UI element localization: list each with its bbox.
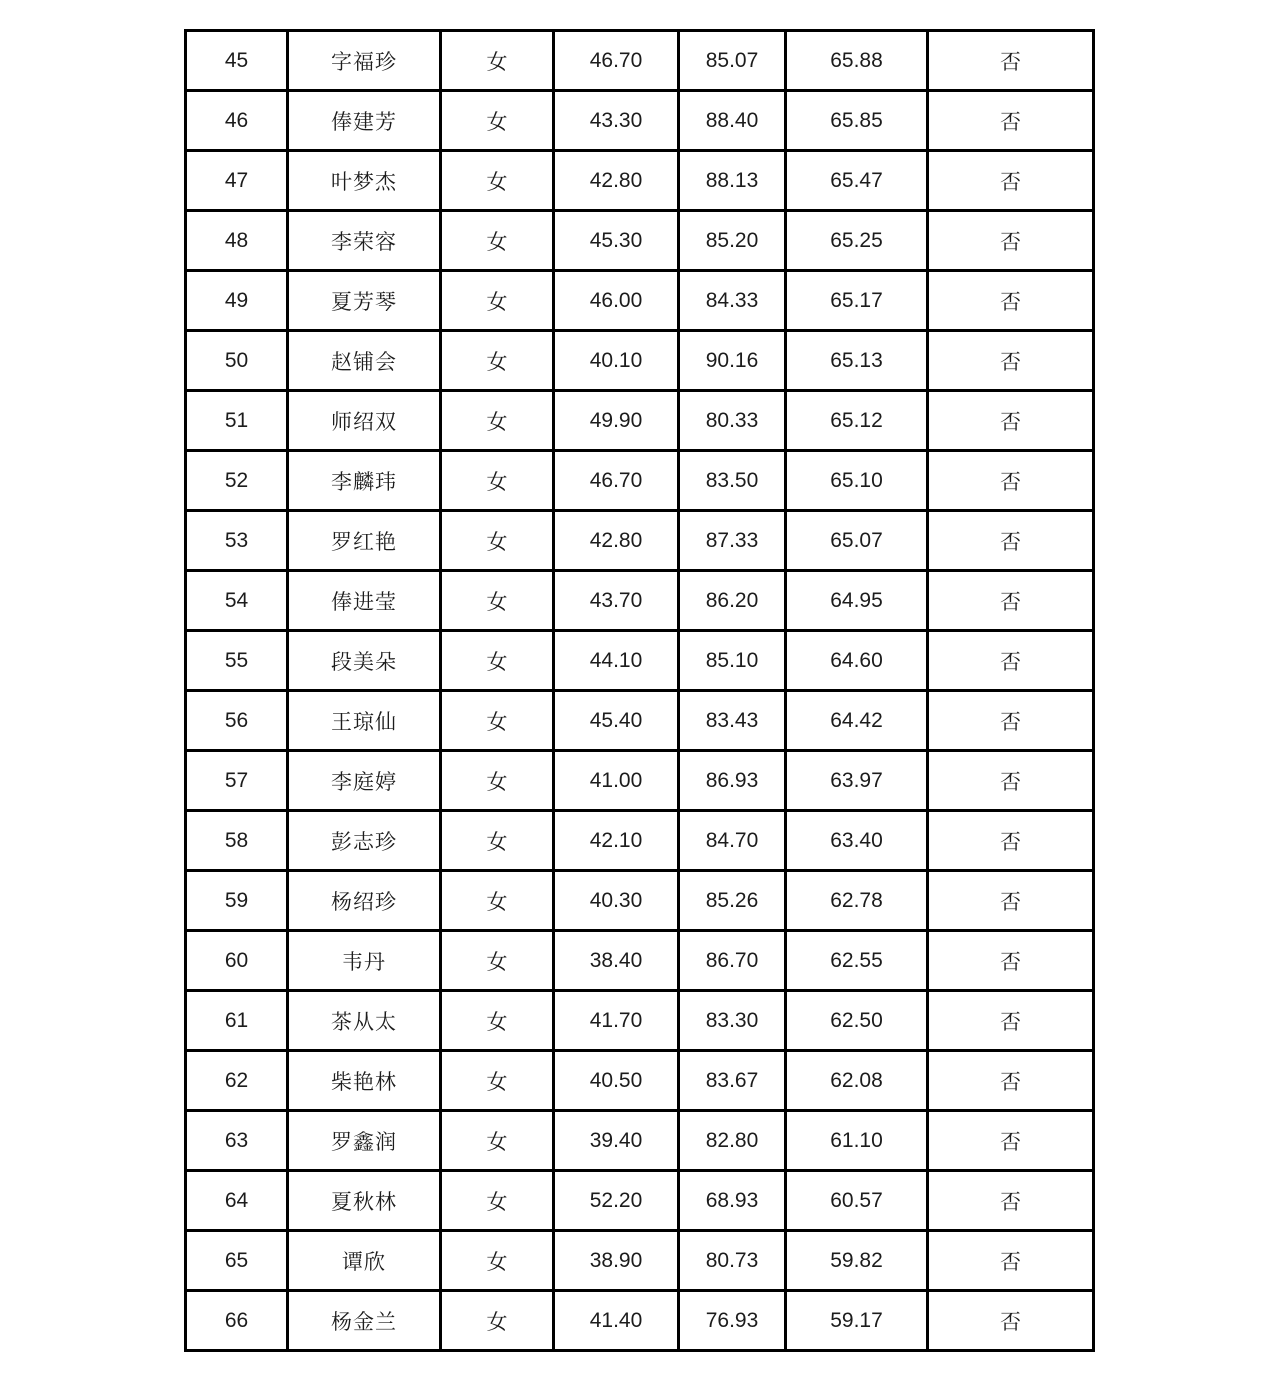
score-2-cell: 82.80: [679, 1111, 786, 1171]
flag-cell: 否: [928, 751, 1094, 811]
table-row: [186, 571, 1094, 631]
gender-cell: 女: [441, 571, 554, 631]
index-cell: 58: [186, 811, 288, 871]
score-1-cell: 40.10: [554, 331, 679, 391]
score-1-cell: 38.40: [554, 931, 679, 991]
score-1-cell: 43.30: [554, 91, 679, 151]
gender-cell: 女: [441, 871, 554, 931]
index-cell: 60: [186, 931, 288, 991]
table-row: [186, 991, 1094, 1051]
flag-cell: 否: [928, 31, 1094, 91]
index-cell: 47: [186, 151, 288, 211]
score-3-cell: 65.13: [786, 331, 928, 391]
name-cell: 师绍双: [288, 391, 441, 451]
score-2-cell: 88.13: [679, 151, 786, 211]
gender-cell: 女: [441, 691, 554, 751]
name-cell: 俸进莹: [288, 571, 441, 631]
gender-cell: 女: [441, 211, 554, 271]
flag-cell: 否: [928, 451, 1094, 511]
score-3-cell: 65.17: [786, 271, 928, 331]
table-row: [186, 1051, 1094, 1111]
score-3-cell: 65.85: [786, 91, 928, 151]
name-cell: 王琼仙: [288, 691, 441, 751]
score-2-cell: 85.20: [679, 211, 786, 271]
score-1-cell: 43.70: [554, 571, 679, 631]
gender-cell: 女: [441, 811, 554, 871]
name-cell: 罗鑫润: [288, 1111, 441, 1171]
gender-cell: 女: [441, 1291, 554, 1351]
gender-cell: 女: [441, 151, 554, 211]
index-cell: 56: [186, 691, 288, 751]
flag-cell: 否: [928, 511, 1094, 571]
score-1-cell: 40.30: [554, 871, 679, 931]
gender-cell: 女: [441, 751, 554, 811]
gender-cell: 女: [441, 391, 554, 451]
score-1-cell: 39.40: [554, 1111, 679, 1171]
score-1-cell: 41.00: [554, 751, 679, 811]
score-2-cell: 85.10: [679, 631, 786, 691]
table-row: [186, 1231, 1094, 1291]
score-3-cell: 61.10: [786, 1111, 928, 1171]
score-1-cell: 41.70: [554, 991, 679, 1051]
name-cell: 字福珍: [288, 31, 441, 91]
index-cell: 59: [186, 871, 288, 931]
gender-cell: 女: [441, 1051, 554, 1111]
score-3-cell: 64.60: [786, 631, 928, 691]
score-1-cell: 45.30: [554, 211, 679, 271]
score-3-cell: 65.07: [786, 511, 928, 571]
gender-cell: 女: [441, 631, 554, 691]
score-3-cell: 65.25: [786, 211, 928, 271]
gender-cell: 女: [441, 931, 554, 991]
table-row: [186, 151, 1094, 211]
name-cell: 柴艳林: [288, 1051, 441, 1111]
table-row: [186, 631, 1094, 691]
table-row: [186, 331, 1094, 391]
score-3-cell: 64.42: [786, 691, 928, 751]
flag-cell: 否: [928, 91, 1094, 151]
index-cell: 63: [186, 1111, 288, 1171]
index-cell: 61: [186, 991, 288, 1051]
score-2-cell: 68.93: [679, 1171, 786, 1231]
score-1-cell: 41.40: [554, 1291, 679, 1351]
score-2-cell: 84.70: [679, 811, 786, 871]
score-3-cell: 63.40: [786, 811, 928, 871]
flag-cell: 否: [928, 271, 1094, 331]
index-cell: 48: [186, 211, 288, 271]
score-1-cell: 38.90: [554, 1231, 679, 1291]
gender-cell: 女: [441, 31, 554, 91]
score-1-cell: 49.90: [554, 391, 679, 451]
score-2-cell: 88.40: [679, 91, 786, 151]
flag-cell: 否: [928, 1171, 1094, 1231]
table-row: [186, 271, 1094, 331]
table-row: [186, 751, 1094, 811]
name-cell: 俸建芳: [288, 91, 441, 151]
score-2-cell: 86.93: [679, 751, 786, 811]
name-cell: 李麟玮: [288, 451, 441, 511]
table-row: [186, 91, 1094, 151]
gender-cell: 女: [441, 331, 554, 391]
name-cell: 李庭婷: [288, 751, 441, 811]
table-row: [186, 31, 1094, 91]
score-2-cell: 85.07: [679, 31, 786, 91]
score-1-cell: 46.70: [554, 451, 679, 511]
name-cell: 段美朵: [288, 631, 441, 691]
flag-cell: 否: [928, 931, 1094, 991]
table-row: [186, 691, 1094, 751]
table-row: [186, 391, 1094, 451]
gender-cell: 女: [441, 1111, 554, 1171]
name-cell: 罗红艳: [288, 511, 441, 571]
index-cell: 64: [186, 1171, 288, 1231]
score-2-cell: 76.93: [679, 1291, 786, 1351]
score-3-cell: 60.57: [786, 1171, 928, 1231]
score-2-cell: 84.33: [679, 271, 786, 331]
flag-cell: 否: [928, 991, 1094, 1051]
table-row: [186, 1111, 1094, 1171]
name-cell: 赵铺会: [288, 331, 441, 391]
score-3-cell: 59.82: [786, 1231, 928, 1291]
gender-cell: 女: [441, 91, 554, 151]
score-2-cell: 86.20: [679, 571, 786, 631]
score-3-cell: 65.10: [786, 451, 928, 511]
score-3-cell: 62.50: [786, 991, 928, 1051]
score-1-cell: 46.70: [554, 31, 679, 91]
flag-cell: 否: [928, 871, 1094, 931]
table-row: [186, 211, 1094, 271]
score-3-cell: 62.08: [786, 1051, 928, 1111]
table-row: [186, 1291, 1094, 1351]
index-cell: 57: [186, 751, 288, 811]
name-cell: 谭欣: [288, 1231, 441, 1291]
score-2-cell: 83.50: [679, 451, 786, 511]
score-1-cell: 46.00: [554, 271, 679, 331]
index-cell: 45: [186, 31, 288, 91]
score-table-body: [186, 31, 1094, 1351]
name-cell: 叶梦杰: [288, 151, 441, 211]
index-cell: 66: [186, 1291, 288, 1351]
score-3-cell: 63.97: [786, 751, 928, 811]
flag-cell: 否: [928, 151, 1094, 211]
score-3-cell: 64.95: [786, 571, 928, 631]
index-cell: 49: [186, 271, 288, 331]
name-cell: 杨绍珍: [288, 871, 441, 931]
table-row: [186, 1171, 1094, 1231]
score-1-cell: 44.10: [554, 631, 679, 691]
index-cell: 50: [186, 331, 288, 391]
name-cell: 李荣容: [288, 211, 441, 271]
table-row: [186, 871, 1094, 931]
gender-cell: 女: [441, 271, 554, 331]
gender-cell: 女: [441, 991, 554, 1051]
index-cell: 55: [186, 631, 288, 691]
score-1-cell: 40.50: [554, 1051, 679, 1111]
score-2-cell: 86.70: [679, 931, 786, 991]
score-3-cell: 59.17: [786, 1291, 928, 1351]
flag-cell: 否: [928, 631, 1094, 691]
score-2-cell: 80.33: [679, 391, 786, 451]
flag-cell: 否: [928, 391, 1094, 451]
name-cell: 韦丹: [288, 931, 441, 991]
flag-cell: 否: [928, 331, 1094, 391]
score-2-cell: 83.30: [679, 991, 786, 1051]
index-cell: 65: [186, 1231, 288, 1291]
index-cell: 52: [186, 451, 288, 511]
flag-cell: 否: [928, 211, 1094, 271]
table-row: [186, 931, 1094, 991]
score-2-cell: 87.33: [679, 511, 786, 571]
index-cell: 62: [186, 1051, 288, 1111]
table-row: [186, 451, 1094, 511]
score-1-cell: 42.80: [554, 151, 679, 211]
flag-cell: 否: [928, 691, 1094, 751]
score-3-cell: 65.47: [786, 151, 928, 211]
score-table: [184, 29, 1095, 1352]
score-3-cell: 65.12: [786, 391, 928, 451]
flag-cell: 否: [928, 811, 1094, 871]
score-3-cell: 62.78: [786, 871, 928, 931]
flag-cell: 否: [928, 571, 1094, 631]
flag-cell: 否: [928, 1111, 1094, 1171]
table-row: [186, 811, 1094, 871]
gender-cell: 女: [441, 1231, 554, 1291]
index-cell: 46: [186, 91, 288, 151]
score-2-cell: 83.43: [679, 691, 786, 751]
score-3-cell: 62.55: [786, 931, 928, 991]
gender-cell: 女: [441, 1171, 554, 1231]
score-1-cell: 42.10: [554, 811, 679, 871]
score-2-cell: 83.67: [679, 1051, 786, 1111]
score-2-cell: 90.16: [679, 331, 786, 391]
score-1-cell: 45.40: [554, 691, 679, 751]
flag-cell: 否: [928, 1051, 1094, 1111]
gender-cell: 女: [441, 451, 554, 511]
score-3-cell: 65.88: [786, 31, 928, 91]
index-cell: 53: [186, 511, 288, 571]
name-cell: 夏秋林: [288, 1171, 441, 1231]
name-cell: 夏芳琴: [288, 271, 441, 331]
gender-cell: 女: [441, 511, 554, 571]
index-cell: 54: [186, 571, 288, 631]
name-cell: 茶从太: [288, 991, 441, 1051]
flag-cell: 否: [928, 1291, 1094, 1351]
table-row: [186, 511, 1094, 571]
score-1-cell: 42.80: [554, 511, 679, 571]
score-2-cell: 80.73: [679, 1231, 786, 1291]
score-2-cell: 85.26: [679, 871, 786, 931]
index-cell: 51: [186, 391, 288, 451]
flag-cell: 否: [928, 1231, 1094, 1291]
score-1-cell: 52.20: [554, 1171, 679, 1231]
name-cell: 杨金兰: [288, 1291, 441, 1351]
name-cell: 彭志珍: [288, 811, 441, 871]
